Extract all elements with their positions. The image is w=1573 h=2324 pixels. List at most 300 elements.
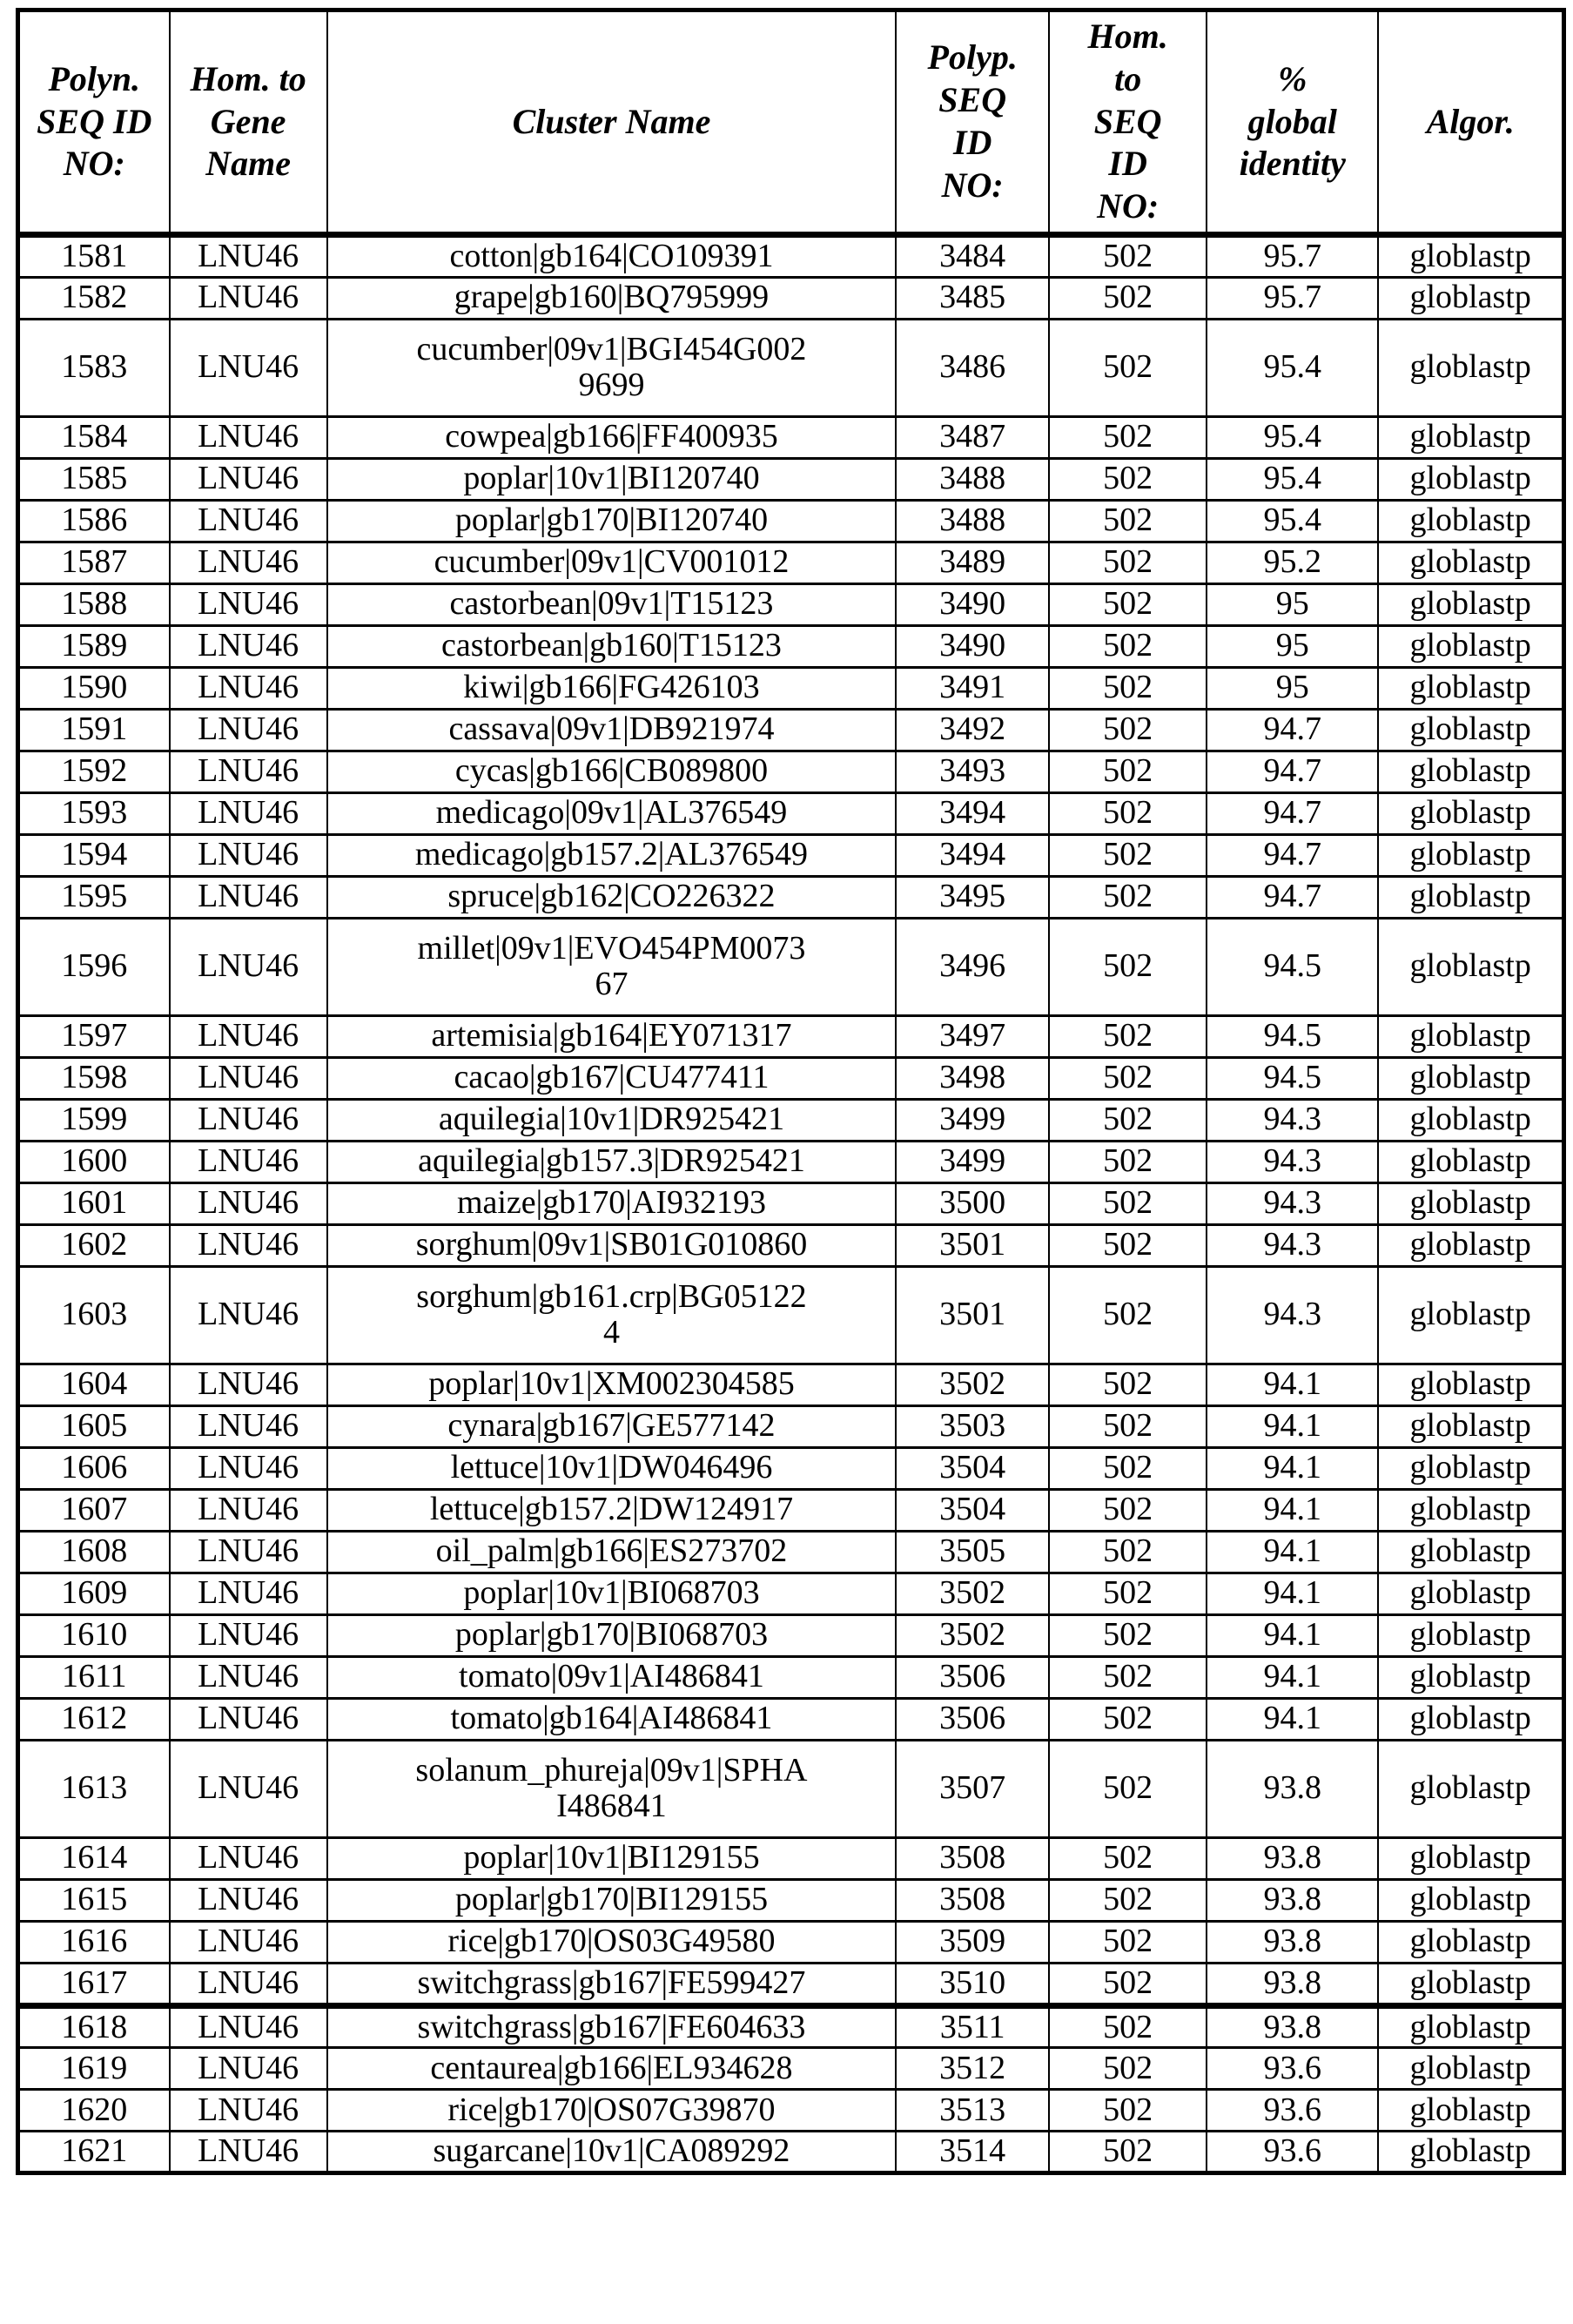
cell-global-identity: 93.8 [1207, 1740, 1378, 1837]
cell-cluster-name: centaurea|gb166|EL934628 [327, 2048, 897, 2090]
cell-polyn-seq-id: 1597 [18, 1015, 170, 1057]
cell-polyp-seq-id: 3499 [896, 1099, 1049, 1141]
cell-algorithm: globlastp [1378, 1921, 1563, 1963]
cell-global-identity: 94.7 [1207, 709, 1378, 751]
cell-algorithm: globlastp [1378, 319, 1563, 416]
cell-hom-seq-id: 502 [1049, 1015, 1207, 1057]
cell-hom-gene-name: LNU46 [170, 1141, 327, 1182]
cell-polyn-seq-id: 1621 [18, 2132, 170, 2173]
cell-hom-seq-id: 502 [1049, 458, 1207, 500]
cell-polyn-seq-id: 1601 [18, 1182, 170, 1224]
cell-algorithm: globlastp [1378, 1405, 1563, 1447]
cell-cluster-name: cacao|gb167|CU477411 [327, 1057, 897, 1099]
cell-hom-seq-id: 502 [1049, 1921, 1207, 1963]
cell-global-identity: 93.6 [1207, 2090, 1378, 2132]
cell-hom-seq-id: 502 [1049, 1656, 1207, 1698]
cell-cluster-name: aquilegia|gb157.3|DR925421 [327, 1141, 897, 1182]
table-row [18, 1266, 1564, 1364]
table-row [18, 2090, 1564, 2132]
cell-global-identity: 94.3 [1207, 1141, 1378, 1182]
cell-cluster-name: tomato|09v1|AI486841 [327, 1656, 897, 1698]
cell-algorithm: globlastp [1378, 2005, 1563, 2048]
cell-global-identity: 94.1 [1207, 1364, 1378, 1405]
cell-polyp-seq-id: 3506 [896, 1656, 1049, 1698]
cell-global-identity: 94.5 [1207, 1015, 1378, 1057]
cell-cluster-name: lettuce|gb157.2|DW124917 [327, 1489, 897, 1531]
cell-hom-seq-id: 502 [1049, 667, 1207, 709]
cell-polyn-seq-id: 1599 [18, 1099, 170, 1141]
cell-hom-gene-name: LNU46 [170, 709, 327, 751]
cell-hom-seq-id: 502 [1049, 2090, 1207, 2132]
cell-polyp-seq-id: 3504 [896, 1447, 1049, 1489]
cell-global-identity: 94.3 [1207, 1182, 1378, 1224]
cell-polyp-seq-id: 3505 [896, 1531, 1049, 1573]
cell-algorithm: globlastp [1378, 876, 1563, 918]
table-row [18, 2048, 1564, 2090]
cell-algorithm: globlastp [1378, 1015, 1563, 1057]
cell-global-identity: 94.7 [1207, 876, 1378, 918]
cell-global-identity: 94.5 [1207, 1057, 1378, 1099]
cell-hom-gene-name: LNU46 [170, 876, 327, 918]
cell-hom-seq-id: 502 [1049, 1099, 1207, 1141]
cell-algorithm: globlastp [1378, 583, 1563, 625]
table-row [18, 1057, 1564, 1099]
cell-polyp-seq-id: 3501 [896, 1266, 1049, 1364]
cell-global-identity: 93.6 [1207, 2048, 1378, 2090]
cell-global-identity: 94.7 [1207, 792, 1378, 834]
cell-hom-gene-name: LNU46 [170, 1837, 327, 1879]
cell-cluster-name: poplar|gb170|BI120740 [327, 500, 897, 542]
table-row [18, 542, 1564, 583]
cell-polyp-seq-id: 3507 [896, 1740, 1049, 1837]
table-row [18, 1614, 1564, 1656]
cell-polyn-seq-id: 1609 [18, 1573, 170, 1614]
cell-global-identity: 94.1 [1207, 1656, 1378, 1698]
cell-global-identity: 94.1 [1207, 1573, 1378, 1614]
cell-polyn-seq-id: 1594 [18, 834, 170, 876]
cell-hom-seq-id: 502 [1049, 709, 1207, 751]
cell-cluster-name: oil_palm|gb166|ES273702 [327, 1531, 897, 1573]
cell-algorithm: globlastp [1378, 1141, 1563, 1182]
cell-polyp-seq-id: 3513 [896, 2090, 1049, 2132]
cell-polyp-seq-id: 3508 [896, 1879, 1049, 1921]
cell-cluster-name: tomato|gb164|AI486841 [327, 1698, 897, 1740]
cell-hom-seq-id: 502 [1049, 2132, 1207, 2173]
cell-polyp-seq-id: 3490 [896, 625, 1049, 667]
cell-algorithm: globlastp [1378, 1879, 1563, 1921]
cell-polyp-seq-id: 3510 [896, 1963, 1049, 2005]
cell-global-identity: 95.2 [1207, 542, 1378, 583]
cell-hom-gene-name: LNU46 [170, 235, 327, 278]
header-row [18, 10, 1564, 235]
cell-global-identity: 95.4 [1207, 319, 1378, 416]
cell-polyp-seq-id: 3512 [896, 2048, 1049, 2090]
cell-hom-gene-name: LNU46 [170, 277, 327, 319]
cell-polyp-seq-id: 3488 [896, 458, 1049, 500]
cell-global-identity: 94.1 [1207, 1698, 1378, 1740]
table-row [18, 876, 1564, 918]
cell-global-identity: 93.8 [1207, 1879, 1378, 1921]
cell-algorithm: globlastp [1378, 1837, 1563, 1879]
cell-global-identity: 93.6 [1207, 2132, 1378, 2173]
cell-hom-gene-name: LNU46 [170, 834, 327, 876]
cell-hom-seq-id: 502 [1049, 751, 1207, 792]
cell-global-identity: 94.7 [1207, 751, 1378, 792]
cell-cluster-name: medicago|09v1|AL376549 [327, 792, 897, 834]
cell-polyn-seq-id: 1613 [18, 1740, 170, 1837]
cell-hom-gene-name: LNU46 [170, 2048, 327, 2090]
cell-hom-gene-name: LNU46 [170, 1015, 327, 1057]
cell-cluster-name: medicago|gb157.2|AL376549 [327, 834, 897, 876]
cell-polyp-seq-id: 3497 [896, 1015, 1049, 1057]
cell-algorithm: globlastp [1378, 500, 1563, 542]
cell-hom-seq-id: 502 [1049, 1531, 1207, 1573]
cell-hom-seq-id: 502 [1049, 1447, 1207, 1489]
cell-cluster-name: cowpea|gb166|FF400935 [327, 416, 897, 458]
cell-hom-seq-id: 502 [1049, 1057, 1207, 1099]
cell-polyn-seq-id: 1591 [18, 709, 170, 751]
cell-polyn-seq-id: 1585 [18, 458, 170, 500]
cell-hom-seq-id: 502 [1049, 1963, 1207, 2005]
cell-polyp-seq-id: 3492 [896, 709, 1049, 751]
cell-polyn-seq-id: 1581 [18, 235, 170, 278]
cell-hom-gene-name: LNU46 [170, 1698, 327, 1740]
cell-global-identity: 93.8 [1207, 1837, 1378, 1879]
cell-polyn-seq-id: 1608 [18, 1531, 170, 1573]
cell-cluster-name: poplar|10v1|BI068703 [327, 1573, 897, 1614]
cell-algorithm: globlastp [1378, 709, 1563, 751]
cell-cluster-name: cynara|gb167|GE577142 [327, 1405, 897, 1447]
cell-polyn-seq-id: 1610 [18, 1614, 170, 1656]
table-row [18, 1698, 1564, 1740]
cell-cluster-name: aquilegia|10v1|DR925421 [327, 1099, 897, 1141]
table-row [18, 1963, 1564, 2005]
cell-algorithm: globlastp [1378, 1614, 1563, 1656]
cell-hom-gene-name: LNU46 [170, 1921, 327, 1963]
cell-hom-gene-name: LNU46 [170, 1405, 327, 1447]
cell-global-identity: 95.4 [1207, 458, 1378, 500]
cell-algorithm: globlastp [1378, 1266, 1563, 1364]
cell-algorithm: globlastp [1378, 792, 1563, 834]
table-row [18, 1364, 1564, 1405]
cell-hom-gene-name: LNU46 [170, 1447, 327, 1489]
cell-hom-seq-id: 502 [1049, 876, 1207, 918]
cell-cluster-name: cotton|gb164|CO109391 [327, 235, 897, 278]
table-row [18, 1141, 1564, 1182]
cell-polyp-seq-id: 3488 [896, 500, 1049, 542]
cell-cluster-name: switchgrass|gb167|FE599427 [327, 1963, 897, 2005]
cell-polyn-seq-id: 1593 [18, 792, 170, 834]
cell-algorithm: globlastp [1378, 416, 1563, 458]
cell-hom-gene-name: LNU46 [170, 416, 327, 458]
table-header [18, 10, 1564, 235]
cell-algorithm: globlastp [1378, 277, 1563, 319]
cell-global-identity: 95 [1207, 667, 1378, 709]
cell-polyn-seq-id: 1606 [18, 1447, 170, 1489]
cell-hom-gene-name: LNU46 [170, 319, 327, 416]
cell-polyn-seq-id: 1605 [18, 1405, 170, 1447]
cell-cluster-name: poplar|10v1|BI120740 [327, 458, 897, 500]
cell-polyn-seq-id: 1607 [18, 1489, 170, 1531]
table-body [18, 235, 1564, 2173]
cell-hom-seq-id: 502 [1049, 500, 1207, 542]
cell-algorithm: globlastp [1378, 1573, 1563, 1614]
cell-cluster-name: lettuce|10v1|DW046496 [327, 1447, 897, 1489]
cell-polyp-seq-id: 3504 [896, 1489, 1049, 1531]
cell-cluster-name: sugarcane|10v1|CA089292 [327, 2132, 897, 2173]
table-row [18, 2005, 1564, 2048]
cell-algorithm: globlastp [1378, 235, 1563, 278]
table-row [18, 2132, 1564, 2173]
cell-polyp-seq-id: 3506 [896, 1698, 1049, 1740]
cell-cluster-name: poplar|10v1|BI129155 [327, 1837, 897, 1879]
cell-cluster-name: poplar|gb170|BI068703 [327, 1614, 897, 1656]
cell-algorithm: globlastp [1378, 1099, 1563, 1141]
cell-polyn-seq-id: 1596 [18, 918, 170, 1015]
table-row [18, 751, 1564, 792]
cell-hom-gene-name: LNU46 [170, 2132, 327, 2173]
cell-hom-seq-id: 502 [1049, 834, 1207, 876]
cell-cluster-name: maize|gb170|AI932193 [327, 1182, 897, 1224]
column-header-polyp-seq-id: Polyp. SEQ ID NO: [896, 10, 1049, 235]
cell-algorithm: globlastp [1378, 834, 1563, 876]
cell-polyn-seq-id: 1612 [18, 1698, 170, 1740]
cell-hom-gene-name: LNU46 [170, 458, 327, 500]
cell-cluster-name: sorghum|09v1|SB01G010860 [327, 1224, 897, 1266]
table-row [18, 583, 1564, 625]
cell-polyn-seq-id: 1619 [18, 2048, 170, 2090]
cell-algorithm: globlastp [1378, 2132, 1563, 2173]
table-row [18, 1224, 1564, 1266]
table-row [18, 1531, 1564, 1573]
cell-polyp-seq-id: 3508 [896, 1837, 1049, 1879]
table-row [18, 319, 1564, 416]
cell-polyn-seq-id: 1592 [18, 751, 170, 792]
cell-cluster-name: spruce|gb162|CO226322 [327, 876, 897, 918]
cell-hom-gene-name: LNU46 [170, 2090, 327, 2132]
cell-hom-gene-name: LNU46 [170, 918, 327, 1015]
cell-global-identity: 94.1 [1207, 1614, 1378, 1656]
cell-polyp-seq-id: 3490 [896, 583, 1049, 625]
cell-algorithm: globlastp [1378, 625, 1563, 667]
cell-hom-seq-id: 502 [1049, 1405, 1207, 1447]
cell-algorithm: globlastp [1378, 1531, 1563, 1573]
column-header-hom-gene-name: Hom. to Gene Name [170, 10, 327, 235]
cell-hom-gene-name: LNU46 [170, 1266, 327, 1364]
cell-cluster-name: cucumber|09v1|BGI454G002 9699 [327, 319, 897, 416]
cell-algorithm: globlastp [1378, 2048, 1563, 2090]
table-row [18, 416, 1564, 458]
cell-algorithm: globlastp [1378, 1447, 1563, 1489]
cell-polyn-seq-id: 1615 [18, 1879, 170, 1921]
cell-global-identity: 95.4 [1207, 500, 1378, 542]
cell-hom-seq-id: 502 [1049, 1614, 1207, 1656]
cell-hom-seq-id: 502 [1049, 583, 1207, 625]
cell-polyp-seq-id: 3489 [896, 542, 1049, 583]
table-row [18, 625, 1564, 667]
cell-polyp-seq-id: 3514 [896, 2132, 1049, 2173]
cell-polyn-seq-id: 1595 [18, 876, 170, 918]
sequence-homology-table [16, 8, 1566, 2175]
cell-global-identity: 94.3 [1207, 1099, 1378, 1141]
cell-cluster-name: kiwi|gb166|FG426103 [327, 667, 897, 709]
cell-global-identity: 94.5 [1207, 918, 1378, 1015]
cell-global-identity: 94.1 [1207, 1405, 1378, 1447]
cell-polyn-seq-id: 1620 [18, 2090, 170, 2132]
column-header-cluster-name: Cluster Name [327, 10, 897, 235]
cell-polyp-seq-id: 3498 [896, 1057, 1049, 1099]
cell-polyp-seq-id: 3496 [896, 918, 1049, 1015]
cell-polyn-seq-id: 1616 [18, 1921, 170, 1963]
cell-polyn-seq-id: 1583 [18, 319, 170, 416]
cell-cluster-name: poplar|gb170|BI129155 [327, 1879, 897, 1921]
cell-polyn-seq-id: 1611 [18, 1656, 170, 1698]
column-header-polyn-seq-id: Polyn. SEQ ID NO: [18, 10, 170, 235]
cell-hom-seq-id: 502 [1049, 542, 1207, 583]
cell-polyn-seq-id: 1587 [18, 542, 170, 583]
cell-polyp-seq-id: 3500 [896, 1182, 1049, 1224]
cell-polyp-seq-id: 3494 [896, 792, 1049, 834]
cell-hom-gene-name: LNU46 [170, 1573, 327, 1614]
table-row [18, 1879, 1564, 1921]
cell-polyp-seq-id: 3485 [896, 277, 1049, 319]
cell-algorithm: globlastp [1378, 2090, 1563, 2132]
cell-algorithm: globlastp [1378, 667, 1563, 709]
cell-polyn-seq-id: 1582 [18, 277, 170, 319]
cell-hom-gene-name: LNU46 [170, 1057, 327, 1099]
cell-polyp-seq-id: 3491 [896, 667, 1049, 709]
column-header-algorithm: Algor. [1378, 10, 1563, 235]
cell-polyn-seq-id: 1586 [18, 500, 170, 542]
cell-algorithm: globlastp [1378, 1224, 1563, 1266]
table-row [18, 1182, 1564, 1224]
cell-cluster-name: sorghum|gb161.crp|BG05122 4 [327, 1266, 897, 1364]
table-row [18, 1740, 1564, 1837]
cell-polyp-seq-id: 3487 [896, 416, 1049, 458]
cell-hom-gene-name: LNU46 [170, 1182, 327, 1224]
cell-polyn-seq-id: 1618 [18, 2005, 170, 2048]
table-row [18, 709, 1564, 751]
table-row [18, 834, 1564, 876]
cell-global-identity: 94.3 [1207, 1224, 1378, 1266]
cell-hom-gene-name: LNU46 [170, 792, 327, 834]
table-row [18, 1489, 1564, 1531]
cell-hom-seq-id: 502 [1049, 1266, 1207, 1364]
cell-hom-gene-name: LNU46 [170, 2005, 327, 2048]
cell-hom-gene-name: LNU46 [170, 542, 327, 583]
cell-global-identity: 94.1 [1207, 1531, 1378, 1573]
cell-algorithm: globlastp [1378, 1963, 1563, 2005]
cell-polyp-seq-id: 3501 [896, 1224, 1049, 1266]
table-row [18, 500, 1564, 542]
cell-hom-gene-name: LNU46 [170, 500, 327, 542]
cell-global-identity: 94.1 [1207, 1489, 1378, 1531]
cell-polyp-seq-id: 3499 [896, 1141, 1049, 1182]
cell-cluster-name: solanum_phureja|09v1|SPHA I486841 [327, 1740, 897, 1837]
cell-polyp-seq-id: 3493 [896, 751, 1049, 792]
cell-cluster-name: millet|09v1|EVO454PM0073 67 [327, 918, 897, 1015]
cell-algorithm: globlastp [1378, 1698, 1563, 1740]
table-row [18, 918, 1564, 1015]
cell-polyp-seq-id: 3502 [896, 1573, 1049, 1614]
cell-hom-gene-name: LNU46 [170, 1099, 327, 1141]
cell-cluster-name: cassava|09v1|DB921974 [327, 709, 897, 751]
table-row [18, 277, 1564, 319]
cell-global-identity: 95.7 [1207, 277, 1378, 319]
cell-cluster-name: castorbean|gb160|T15123 [327, 625, 897, 667]
cell-polyp-seq-id: 3503 [896, 1405, 1049, 1447]
cell-hom-seq-id: 502 [1049, 1879, 1207, 1921]
cell-hom-seq-id: 502 [1049, 277, 1207, 319]
table-row [18, 1921, 1564, 1963]
cell-polyp-seq-id: 3502 [896, 1364, 1049, 1405]
table-row [18, 1656, 1564, 1698]
cell-global-identity: 94.7 [1207, 834, 1378, 876]
cell-hom-gene-name: LNU46 [170, 1531, 327, 1573]
cell-hom-seq-id: 502 [1049, 1740, 1207, 1837]
table-row [18, 1447, 1564, 1489]
cell-algorithm: globlastp [1378, 542, 1563, 583]
cell-algorithm: globlastp [1378, 1489, 1563, 1531]
cell-algorithm: globlastp [1378, 751, 1563, 792]
cell-polyp-seq-id: 3495 [896, 876, 1049, 918]
cell-polyn-seq-id: 1617 [18, 1963, 170, 2005]
cell-polyp-seq-id: 3486 [896, 319, 1049, 416]
cell-global-identity: 93.8 [1207, 2005, 1378, 2048]
cell-cluster-name: rice|gb170|OS07G39870 [327, 2090, 897, 2132]
cell-hom-gene-name: LNU46 [170, 667, 327, 709]
cell-polyn-seq-id: 1602 [18, 1224, 170, 1266]
cell-hom-seq-id: 502 [1049, 1698, 1207, 1740]
cell-cluster-name: artemisia|gb164|EY071317 [327, 1015, 897, 1057]
cell-hom-gene-name: LNU46 [170, 1614, 327, 1656]
cell-hom-gene-name: LNU46 [170, 1963, 327, 2005]
cell-hom-seq-id: 502 [1049, 625, 1207, 667]
cell-global-identity: 93.8 [1207, 1921, 1378, 1963]
cell-hom-gene-name: LNU46 [170, 625, 327, 667]
cell-polyp-seq-id: 3494 [896, 834, 1049, 876]
cell-hom-seq-id: 502 [1049, 2005, 1207, 2048]
table-row [18, 1099, 1564, 1141]
cell-polyn-seq-id: 1614 [18, 1837, 170, 1879]
cell-cluster-name: rice|gb170|OS03G49580 [327, 1921, 897, 1963]
cell-polyn-seq-id: 1588 [18, 583, 170, 625]
cell-hom-gene-name: LNU46 [170, 1740, 327, 1837]
cell-hom-seq-id: 502 [1049, 319, 1207, 416]
cell-algorithm: globlastp [1378, 1656, 1563, 1698]
table-row [18, 792, 1564, 834]
table-row [18, 1573, 1564, 1614]
cell-hom-gene-name: LNU46 [170, 1364, 327, 1405]
cell-hom-seq-id: 502 [1049, 918, 1207, 1015]
cell-algorithm: globlastp [1378, 1057, 1563, 1099]
column-header-global-identity: % global identity [1207, 10, 1378, 235]
cell-hom-seq-id: 502 [1049, 235, 1207, 278]
cell-cluster-name: castorbean|09v1|T15123 [327, 583, 897, 625]
cell-algorithm: globlastp [1378, 1740, 1563, 1837]
cell-hom-seq-id: 502 [1049, 1364, 1207, 1405]
cell-hom-gene-name: LNU46 [170, 1879, 327, 1921]
cell-polyn-seq-id: 1603 [18, 1266, 170, 1364]
cell-hom-gene-name: LNU46 [170, 1489, 327, 1531]
cell-global-identity: 95.4 [1207, 416, 1378, 458]
table-row [18, 235, 1564, 278]
cell-hom-seq-id: 502 [1049, 1182, 1207, 1224]
cell-hom-seq-id: 502 [1049, 792, 1207, 834]
cell-cluster-name: switchgrass|gb167|FE604633 [327, 2005, 897, 2048]
cell-polyp-seq-id: 3484 [896, 235, 1049, 278]
cell-global-identity: 93.8 [1207, 1963, 1378, 2005]
